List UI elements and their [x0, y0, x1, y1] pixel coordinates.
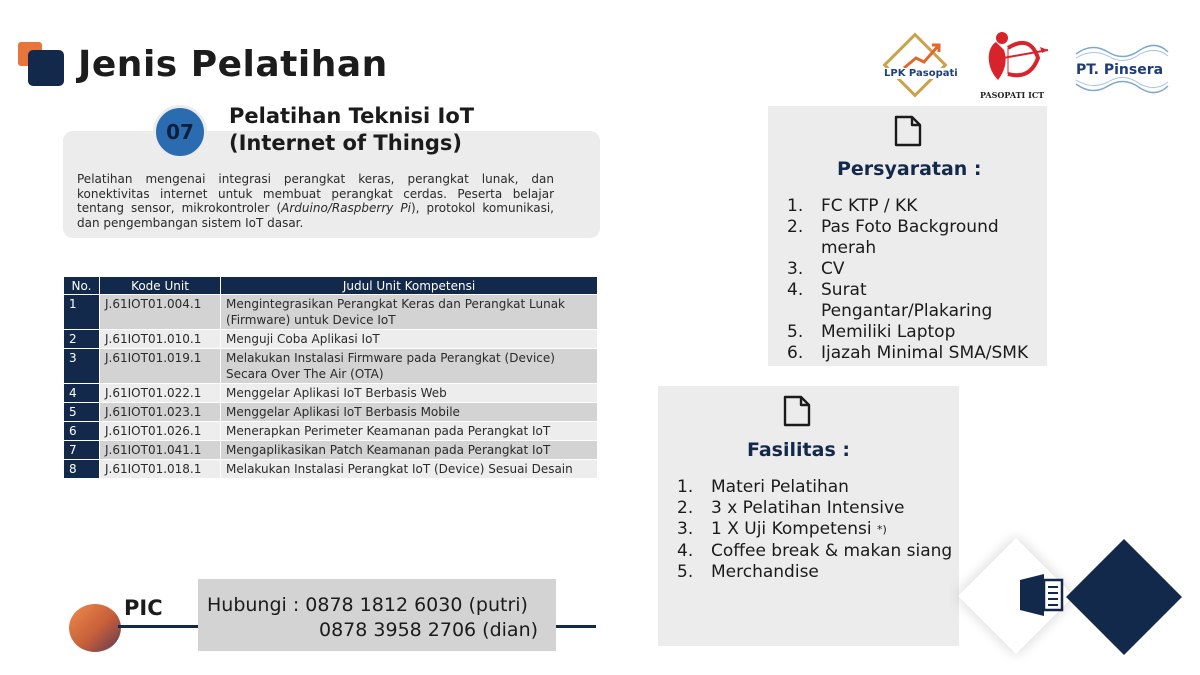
- table-row: 6 J.61IOT01.026.1 Menerapkan Perimeter Keamanan pada Perangkat IoT: [64, 422, 598, 441]
- facilities-list: [677, 477, 955, 583]
- table-header-row: [64, 277, 598, 295]
- list-item: 4. Surat Pengantar/Plakaring: [787, 280, 993, 321]
- table-row: 3 J.61IOT01.019.1 Melakukan Instalasi Firmware pada Perangkat (Device) Secara Over The Air (OTA): [64, 349, 598, 384]
- pasopati-ict-logo: PASOPATI ICT: [978, 28, 1050, 100]
- requirements-list: [787, 196, 1043, 364]
- requirements-title: Persyaratan :: [837, 158, 982, 180]
- list-item: 6. Ijazah Minimal SMA/SMK: [787, 343, 1029, 363]
- bow-arrow-icon: [978, 28, 1050, 90]
- footnote-marker: *): [876, 523, 887, 536]
- list-item: 5. Memiliki Laptop: [787, 322, 956, 342]
- list-item: 5. Merchandise: [677, 562, 819, 582]
- pic-decoration-circle: [69, 604, 121, 652]
- list-item: 1. FC KTP / KK: [787, 196, 918, 216]
- decorative-diamond-navy: [1066, 539, 1182, 655]
- list-item: 3. 1 X Uji Kompetensi *): [677, 519, 887, 539]
- document-icon: [893, 115, 923, 147]
- contact-phone-dian: 0878 3958 2706 (dian): [319, 619, 539, 641]
- list-item: 2. Pas Foto Background merah: [787, 217, 999, 258]
- competency-units-table: [63, 276, 598, 479]
- table-row: 8 J.61IOT01.018.1 Melakukan Instalasi Perangkat IoT (Device) Sesuai Desain: [64, 460, 598, 479]
- table-header-kode: Kode Unit: [100, 277, 221, 295]
- table-row: 2 J.61IOT01.010.1 Menguji Coba Aplikasi IoT: [64, 330, 598, 349]
- table-row: 5 J.61IOT01.023.1 Menggelar Aplikasi IoT Berbasis Mobile: [64, 403, 598, 422]
- document-icon: [782, 395, 812, 427]
- table-row: 1 J.61IOT01.004.1 Mengintegrasikan Perangkat Keras dan Perangkat Lunak (Firmware) untuk Device IoT: [64, 295, 598, 330]
- facilities-title: Fasilitas :: [747, 439, 850, 461]
- pt-pinsera-logo: PT. Pinsera: [1072, 40, 1172, 100]
- title-decoration-icon: [18, 42, 66, 88]
- list-item: 2. 3 x Pelatihan Intensive: [677, 498, 905, 518]
- list-item: 3. CV: [787, 259, 845, 279]
- program-title: Pelatihan Teknisi IoT (Internet of Things): [229, 104, 475, 155]
- table-header-judul: Judul Unit Kompetensi: [221, 277, 598, 295]
- pic-label: PIC: [124, 596, 163, 620]
- pic-divider-line: [118, 625, 198, 628]
- office-icon: [1018, 574, 1064, 616]
- table-row: 7 J.61IOT01.041.1 Mengaplikasikan Patch Keamanan pada Perangkat IoT: [64, 441, 598, 460]
- page-title: Jenis Pelatihan: [78, 44, 388, 85]
- table-header-no: No.: [64, 277, 100, 295]
- program-number-badge: 07: [153, 105, 207, 159]
- pic-divider-line-right: [556, 625, 596, 628]
- list-item: 1. Materi Pelatihan: [677, 477, 849, 497]
- contact-phone-putri: Hubungi : 0878 1812 6030 (putri): [207, 594, 528, 616]
- table-row: 4 J.61IOT01.022.1 Menggelar Aplikasi IoT Berbasis Web: [64, 384, 598, 403]
- program-description: Pelatihan mengenai integrasi perangkat keras, perangkat lunak, dan konektivitas internet untuk membuat perangkat cerdas. Peserta belajar tentang sensor, mikrokontroler (Arduino/Raspberry Pi), protokol komunikasi, dan pengembangan sistem IoT dasar.: [77, 172, 554, 230]
- list-item: 4. Coffee break & makan siang: [677, 541, 953, 561]
- lpk-pasopati-logo: LPK Pasopati: [880, 38, 952, 96]
